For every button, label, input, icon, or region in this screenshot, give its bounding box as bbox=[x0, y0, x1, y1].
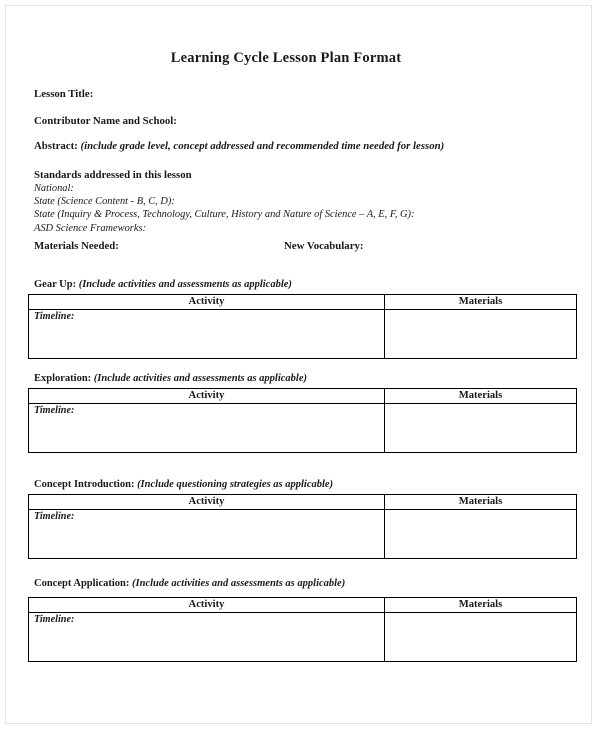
section-label-gear-up bbox=[34, 279, 292, 290]
section-label-concept-application bbox=[34, 578, 345, 589]
table-header-row bbox=[29, 389, 577, 404]
abstract-label: Abstract: bbox=[34, 140, 78, 152]
standards-item-asd-frameworks: ASD Science Frameworks: bbox=[34, 222, 146, 234]
table-exploration bbox=[28, 388, 577, 453]
table-header-row bbox=[29, 598, 577, 613]
cell-materials[interactable] bbox=[385, 404, 577, 453]
table-header-row bbox=[29, 295, 577, 310]
section-label-exploration bbox=[34, 373, 307, 384]
column-header-materials: Materials bbox=[385, 295, 577, 310]
abstract-field bbox=[34, 140, 444, 152]
column-header-activity: Activity bbox=[29, 598, 385, 613]
standards-list bbox=[34, 182, 414, 235]
column-header-materials: Materials bbox=[385, 495, 577, 510]
column-header-activity: Activity bbox=[29, 495, 385, 510]
section-title-exploration: Exploration: bbox=[34, 373, 92, 384]
cell-materials[interactable] bbox=[385, 613, 577, 662]
cell-activity[interactable] bbox=[29, 310, 385, 359]
table-row bbox=[29, 310, 577, 359]
table-header-row bbox=[29, 495, 577, 510]
table-row bbox=[29, 613, 577, 662]
section-hint-exploration: (Include activities and assessments as applicable) bbox=[93, 373, 307, 384]
new-vocabulary-label: New Vocabulary: bbox=[284, 240, 364, 252]
lesson-title-label: Lesson Title: bbox=[34, 88, 94, 100]
column-header-materials: Materials bbox=[385, 598, 577, 613]
lesson-title-field bbox=[34, 88, 93, 100]
table-concept-introduction bbox=[28, 494, 577, 559]
table-row bbox=[29, 404, 577, 453]
section-title-concept-application: Concept Application: bbox=[34, 578, 130, 589]
standards-item-national: National: bbox=[34, 183, 74, 194]
timeline-label: Timeline: bbox=[34, 614, 75, 625]
column-header-activity: Activity bbox=[29, 389, 385, 404]
cell-materials[interactable] bbox=[385, 510, 577, 559]
abstract-hint: (include grade level, concept addressed and recommended time needed for lesson) bbox=[80, 140, 445, 152]
timeline-label: Timeline: bbox=[34, 405, 75, 416]
cell-materials[interactable] bbox=[385, 310, 577, 359]
timeline-label: Timeline: bbox=[34, 311, 75, 322]
timeline-label: Timeline: bbox=[34, 511, 75, 522]
contributor-label: Contributor Name and School: bbox=[34, 115, 177, 127]
page-title: Learning Cycle Lesson Plan Format bbox=[170, 50, 402, 66]
section-title-gear-up: Gear Up: bbox=[34, 279, 77, 290]
cell-activity[interactable] bbox=[29, 510, 385, 559]
table-gear-up bbox=[28, 294, 577, 359]
standards-item-state-content: State (Science Content - B, C, D): bbox=[34, 196, 175, 208]
cell-activity[interactable] bbox=[29, 404, 385, 453]
section-label-concept-introduction bbox=[34, 479, 333, 490]
column-header-activity: Activity bbox=[29, 295, 385, 310]
materials-needed-label: Materials Needed: bbox=[34, 240, 119, 252]
section-hint-concept-introduction: (Include questioning strategies as applicable) bbox=[137, 479, 334, 490]
standards-item-state-inquiry: State (Inquiry & Process, Technology, Culture, History and Nature of Science – A, E, F, G): bbox=[34, 209, 415, 221]
section-title-concept-introduction: Concept Introduction: bbox=[34, 479, 135, 490]
table-concept-application bbox=[28, 597, 577, 662]
table-row bbox=[29, 510, 577, 559]
section-hint-concept-application: (Include activities and assessments as applicable) bbox=[132, 578, 346, 589]
document-page bbox=[5, 5, 592, 724]
standards-heading bbox=[34, 169, 192, 181]
cell-activity[interactable] bbox=[29, 613, 385, 662]
contributor-field bbox=[34, 115, 177, 127]
column-header-materials: Materials bbox=[385, 389, 577, 404]
standards-heading-label: Standards addressed in this lesson bbox=[34, 169, 192, 181]
section-hint-gear-up: (Include activities and assessments as applicable) bbox=[78, 279, 292, 290]
